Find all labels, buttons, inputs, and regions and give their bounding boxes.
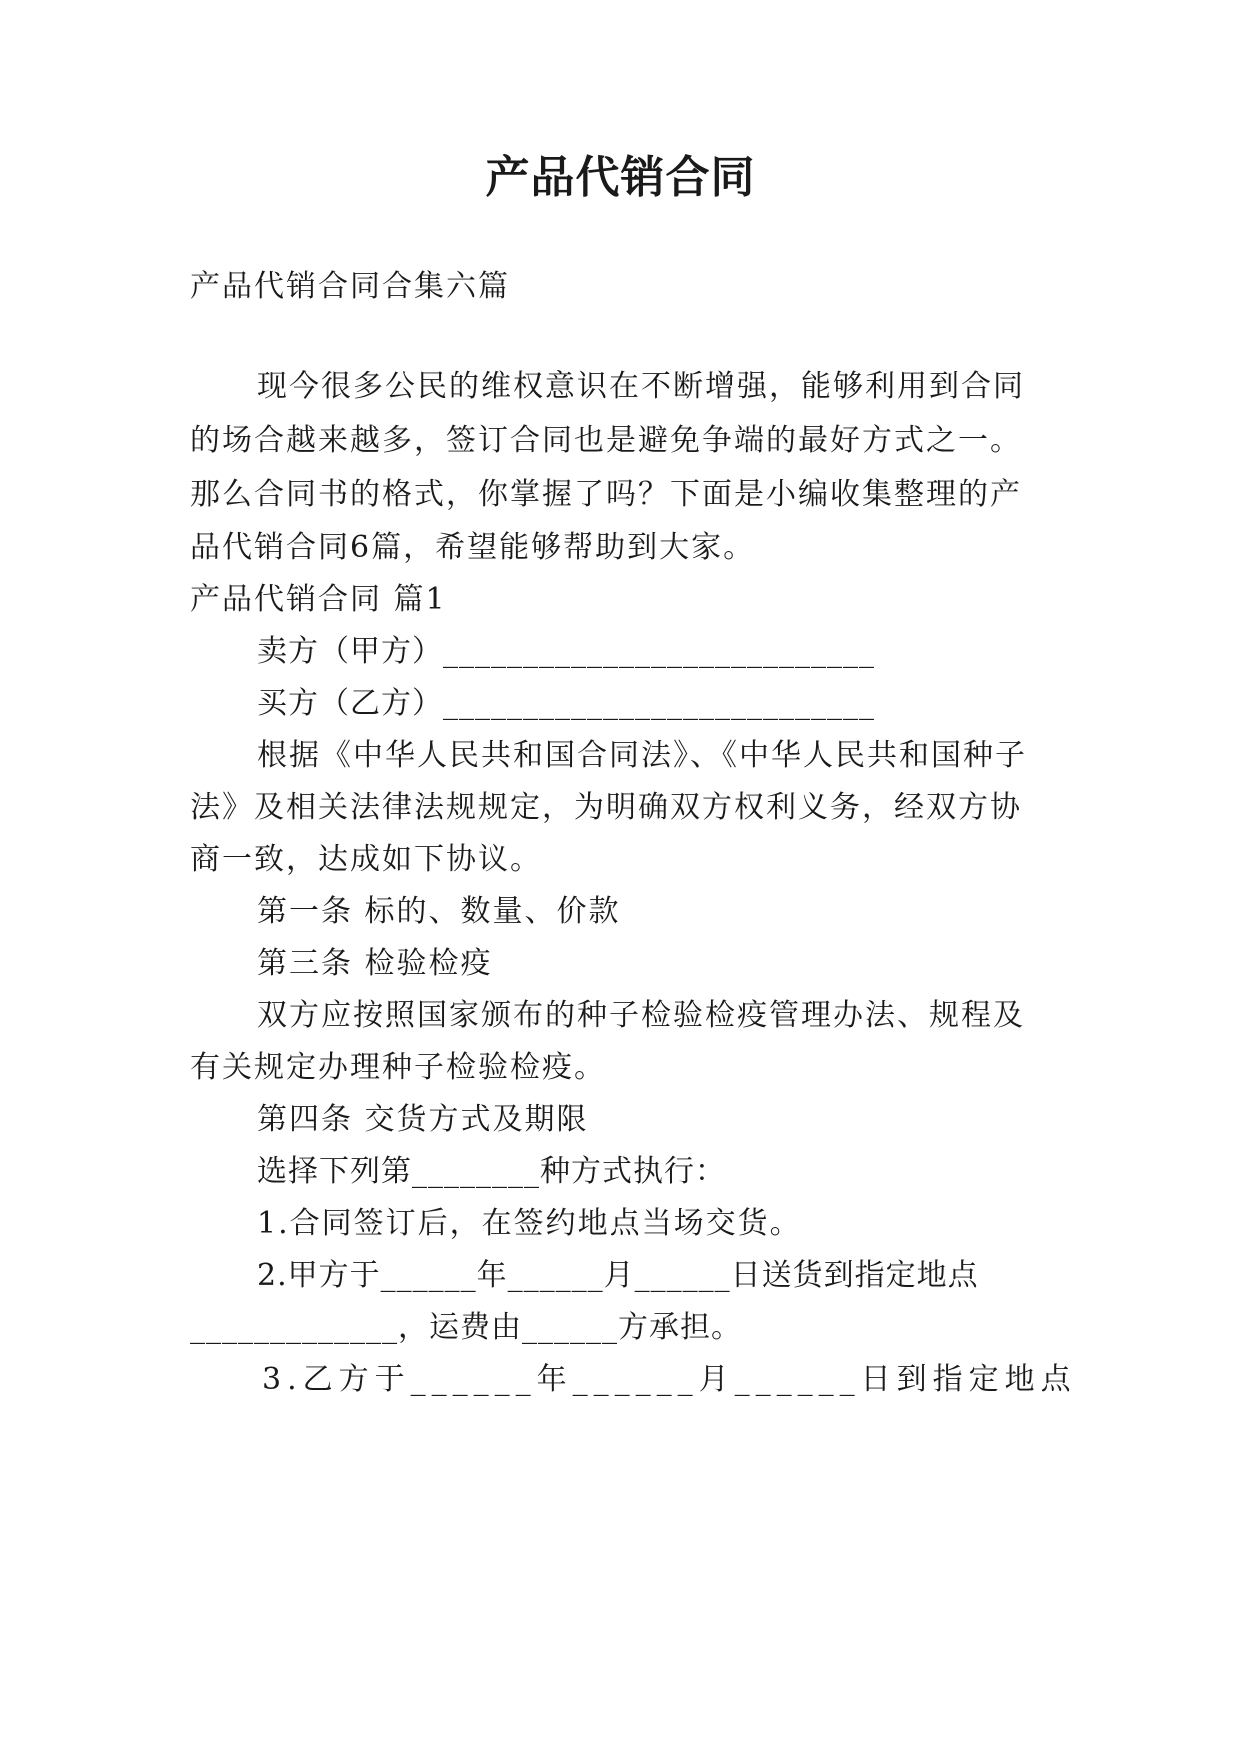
paragraph-line: 那么合同书的格式，你掌握了吗？下面是小编收集整理的产 bbox=[190, 477, 1022, 512]
paragraph-line: 的场合越来越多，签订合同也是避免争端的最好方式之一。 bbox=[190, 423, 1022, 458]
document-title: 产品代销合同 bbox=[485, 152, 756, 203]
list-item: 1.合同签订后，在签约地点当场交货。 bbox=[257, 1206, 802, 1241]
article-heading: 第三条 检验检疫 bbox=[257, 946, 493, 981]
document-subtitle: 产品代销合同合集六篇 bbox=[190, 269, 510, 304]
paragraph-line: 有关规定办理种子检验检疫。 bbox=[190, 1050, 606, 1085]
paragraph-line: 根据《中华人民共和国合同法》、《中华人民共和国种子 bbox=[257, 738, 1027, 773]
buyer-line: 买方（乙方）___________________________ bbox=[257, 686, 875, 721]
paragraph-line: 法》及相关法律法规规定，为明确双方权利义务，经双方协 bbox=[190, 790, 1022, 825]
article-heading: 第四条 交货方式及期限 bbox=[257, 1102, 589, 1137]
section-heading: 产品代销合同 篇1 bbox=[190, 582, 447, 617]
list-item-continued: _____________，运费由______方承担。 bbox=[190, 1310, 742, 1345]
paragraph-line: 商一致，达成如下协议。 bbox=[190, 842, 542, 877]
list-item: 3.乙方于______年______月______日到指定地点 bbox=[262, 1362, 1077, 1397]
paragraph-line: 品代销合同6篇，希望能够帮助到大家。 bbox=[190, 530, 756, 565]
article-heading: 第一条 标的、数量、价款 bbox=[257, 894, 621, 929]
paragraph-line: 选择下列第________种方式执行： bbox=[257, 1154, 726, 1189]
paragraph-line: 双方应按照国家颁布的种子检验检疫管理办法、规程及 bbox=[257, 998, 1025, 1033]
list-item: 2.甲方于______年______月______日送货到指定地点 bbox=[257, 1258, 979, 1293]
seller-line: 卖方（甲方）___________________________ bbox=[257, 634, 875, 669]
paragraph-line: 现今很多公民的维权意识在不断增强，能够利用到合同 bbox=[257, 369, 1025, 404]
